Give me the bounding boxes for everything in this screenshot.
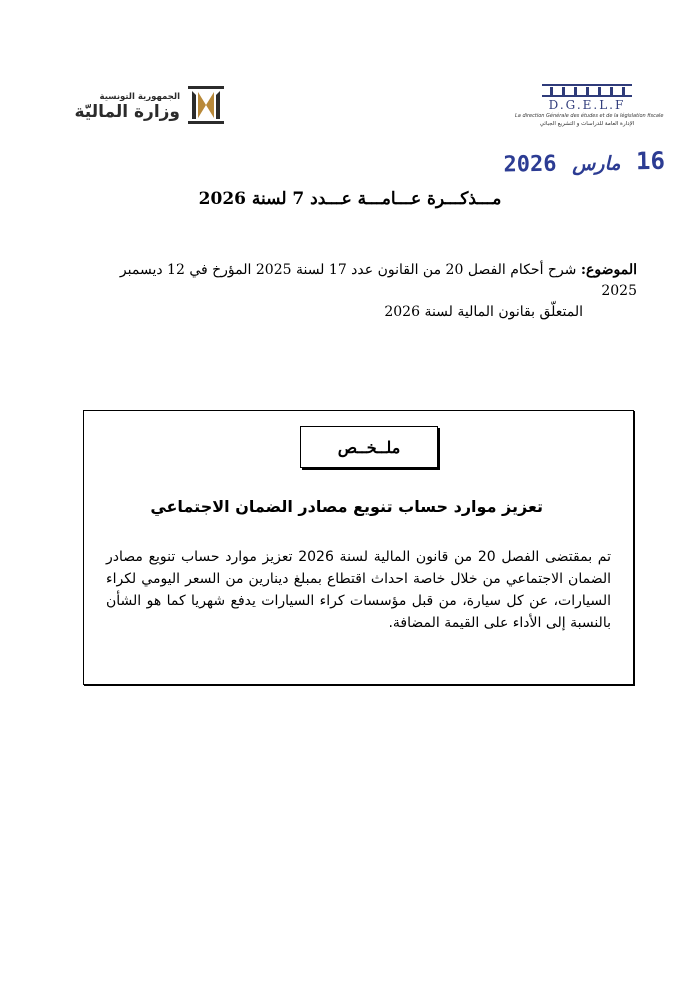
- summary-subtitle: تعزيز موارد حساب تنويع مصادر الضمان الاجتماعي: [150, 497, 543, 516]
- date-year: 2026: [503, 151, 557, 178]
- pillar-emblem-icon: [186, 84, 226, 126]
- subject-label: الموضوع:: [580, 262, 637, 278]
- dgelf-subtitle-fr: La direction Générale des études et de la législation fiscale: [515, 113, 664, 119]
- ministry-country-label: الجمهورية التونسية: [99, 92, 180, 102]
- summary-box: [83, 410, 634, 685]
- date-day: 16: [635, 146, 666, 176]
- subject: [85, 260, 637, 323]
- dgelf-subtitle-ar: الإدارة العامة للدراسات و التشريع الجبائي: [539, 121, 635, 127]
- dgelf-logo: [515, 83, 664, 141]
- subject-line2: المتعلّق بقانون المالية لسنة 2026: [384, 304, 583, 320]
- ministry-name-label: وزارة الماليّة: [74, 102, 180, 122]
- summary-body: تم بمقتضى الفصل 20 من قانون المالية لسنة 2026 تعزيز موارد حساب تنويع مصادر الضمان الاجتماعي من خلال خاصة احداث اقتطاع بمبلغ دينارين من السعر اليومي لكراء السيارات، عن كل سيارة، من قبل مؤسسات كراء السيارات يدفع شهريا كما هو الشأن بالنسبة إلى الأداء على القيمة المضافة.: [106, 549, 611, 631]
- date-month: مارس: [571, 152, 621, 176]
- dgelf-title: D.G.E.L.F: [548, 98, 626, 112]
- ministry-logo: [74, 84, 228, 128]
- page-title: مـــذكـــرة عـــامـــة عـــدد 7 لسنة 2026: [198, 189, 502, 209]
- summary-heading: ملــخــص: [300, 426, 438, 468]
- subject-line1: شرح أحكام الفصل 20 من القانون عدد 17 لسنة 2025 المؤرخ في 12 ديسمبر 2025: [119, 262, 637, 299]
- date-stamp: [503, 146, 666, 184]
- pillars-icon: [542, 83, 632, 97]
